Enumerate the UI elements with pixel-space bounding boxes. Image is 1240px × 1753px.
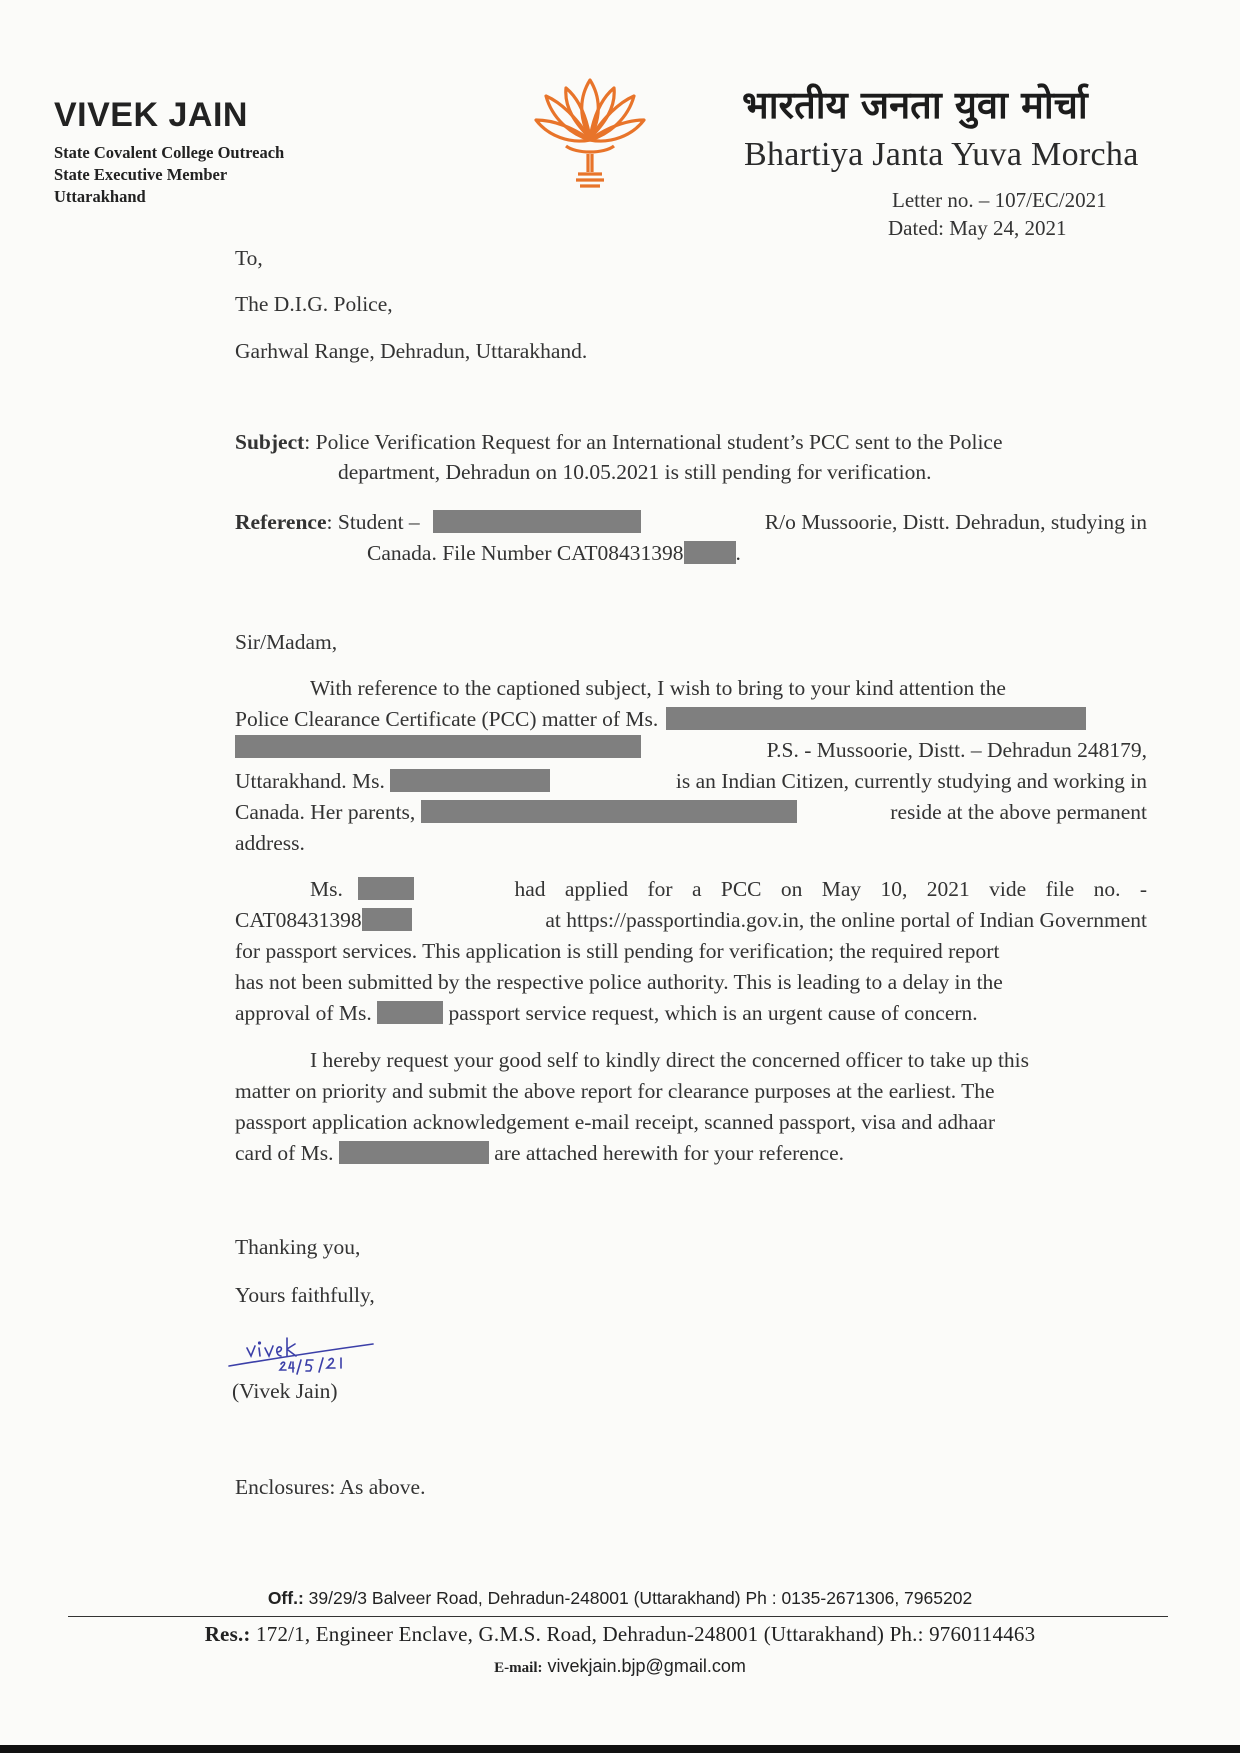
recipient-line-1: The D.I.G. Police, [235,292,393,316]
p1-line-3 [235,735,1147,766]
p1-line-4 [235,766,1147,797]
subject-line-2: department, Dehradun on 10.05.2021 is still pending for verification. [338,460,932,484]
p1-line-1: With reference to the captioned subject, I wish to bring to your kind attention the [310,676,1006,700]
reference-text-b: R/o Mussoorie, Distt. Dehradun, studying in [764,510,1147,534]
enclosures: Enclosures: As above. [235,1475,426,1499]
p1-line-2 [235,704,1086,735]
p2-line-2 [235,905,1147,936]
sender-title-2: State Executive Member [54,165,228,184]
scan-edge [0,1745,1240,1753]
p2-text-g: approval of Ms. [235,1001,372,1025]
office-text: 39/29/3 Balveer Road, Dehradun-248001 (Uttarakhand) Ph : 0135-2671306, 7965202 [303,1588,973,1608]
reference-text-c: Canada. File Number CAT08431398 [367,541,684,565]
lotus-icon [530,74,650,194]
subject-label: Subject [235,430,305,454]
letter-date: Dated: May 24, 2021 [888,216,1067,240]
org-name-english: Bhartiya Janta Yuva Morcha [744,136,1139,173]
p3-line-4 [235,1138,844,1169]
reference-text-d: . [735,541,741,565]
redacted-block [362,908,412,931]
reference-line-1 [235,507,1147,538]
p2-text-a: Ms. [310,877,343,901]
p1-line-5 [235,797,1147,828]
signature [225,1318,385,1378]
org-name-hindi: भारतीय जनता युवा मोर्चा [742,83,1088,127]
redacted-block [339,1141,489,1164]
sender-name: VIVEK JAIN [54,96,248,134]
email-line [0,1656,1240,1677]
p1-text-e: is an Indian Citizen, currently studying and working in [675,769,1147,793]
recipient-line-2: Garhwal Range, Dehradun, Uttarakhand. [235,339,588,363]
email-address: vivekjain.bjp@gmail.com [542,1656,746,1676]
p1-text-b: Police Clearance Certificate (PCC) matter of Ms. [235,707,659,731]
residence-address [0,1622,1240,1647]
redacted-block [684,541,736,564]
redacted-block [421,800,797,823]
letter-number: Letter no. – 107/EC/2021 [892,188,1107,212]
closing-yours: Yours faithfully, [235,1283,375,1307]
subject-text-1: : Police Verification Request for an International student’s PCC sent to the Police [304,430,1003,454]
p2-text-b: had applied for a PCC on May 10, 2021 vide file no. - [514,877,1147,901]
residence-text: 172/1, Engineer Enclave, G.M.S. Road, Dehradun-248001 (Uttarakhand) Ph.: 9760114463 [250,1622,1036,1646]
p1-text-c: P.S. - Mussoorie, Distt. – Dehradun 248179, [766,738,1147,762]
p3-text-e: are attached herewith for your reference. [494,1141,845,1165]
office-label: Off.: [267,1588,304,1608]
reference-label: Reference [235,510,327,534]
p3-line-1: I hereby request your good self to kindly direct the concerned officer to take up this [310,1048,1030,1072]
p2-line-3: for passport services. This application is still pending for verification; the required report [235,939,1000,963]
p1-text-f: Canada. Her parents, [235,800,416,824]
redacted-block [235,735,641,758]
reference-text-a: : Student – [326,510,420,534]
residence-label: Res.: [204,1622,251,1646]
to-line: To, [235,246,263,270]
office-address [0,1588,1240,1609]
p1-text-g: reside at the above permanent [890,800,1147,824]
p3-line-2: matter on priority and submit the above report for clearance purposes at the earliest. The [235,1079,995,1103]
p2-line-1 [310,874,1147,905]
p2-line-4: has not been submitted by the respective police authority. This is leading to a delay in the [235,970,1003,994]
redacted-block [377,1001,443,1024]
redacted-block [390,769,550,792]
footer-divider [68,1616,1168,1617]
p1-text-d: Uttarakhand. Ms. [235,769,385,793]
redacted-block [433,510,641,533]
p3-text-d: card of Ms. [235,1141,334,1165]
sender-title-1: State Covalent College Outreach [54,143,285,162]
p2-line-5 [235,998,978,1029]
sender-title-3: Uttarakhand [54,187,146,206]
p1-line-6: address. [235,831,305,855]
reference-line-2 [367,538,741,569]
p3-line-3: passport application acknowledgement e-mail receipt, scanned passport, visa and adhaar [235,1110,995,1134]
email-label: E-mail: [494,1660,543,1676]
salutation: Sir/Madam, [235,630,338,654]
p2-text-d: at https://passportindia.gov.in, the online portal of Indian Government [545,908,1147,932]
closing-thanks: Thanking you, [235,1235,361,1259]
redacted-block [666,707,1086,730]
p2-text-h: passport service request, which is an urgent cause of concern. [448,1001,978,1025]
p2-text-c: CAT08431398 [235,908,362,932]
redacted-block [358,877,414,900]
signer-name: (Vivek Jain) [232,1379,338,1403]
subject-line-1 [235,427,1003,458]
